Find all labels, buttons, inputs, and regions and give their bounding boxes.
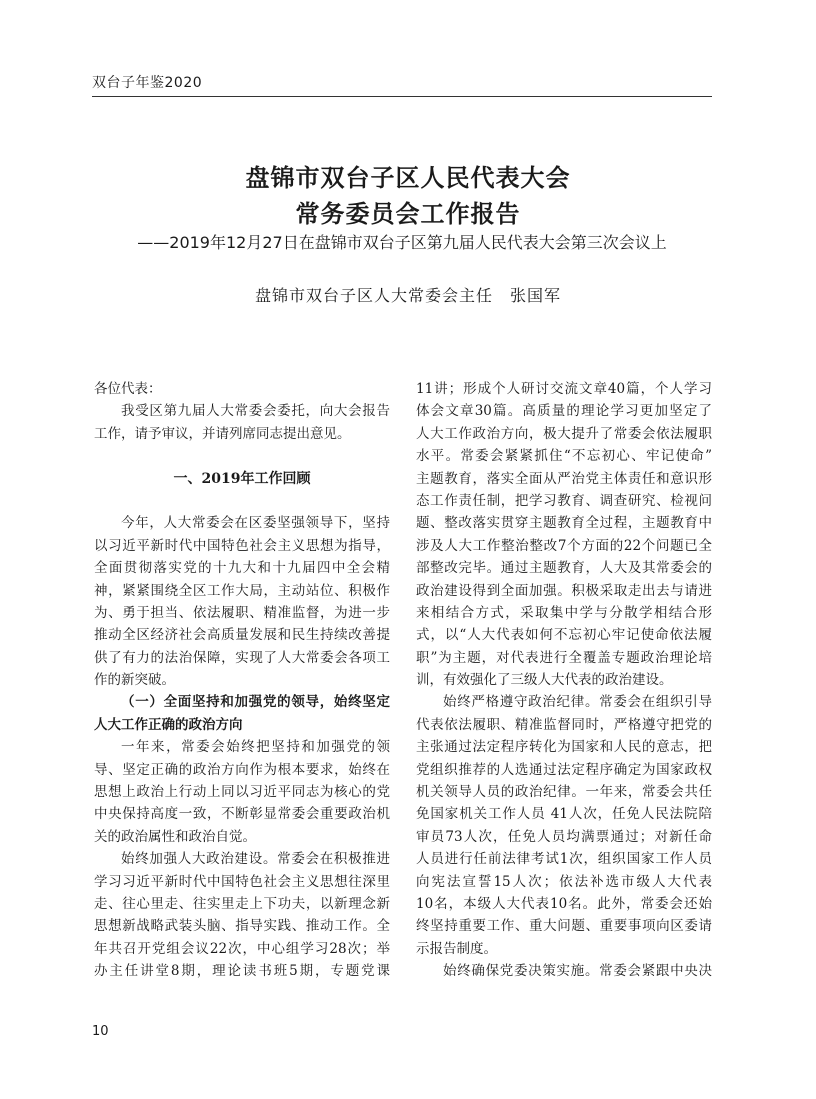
text-line: 11讲；形成个人研讨交流文章40篇，个人学习 [416, 381, 712, 397]
text-line: 水平。常委会紧紧抓住“不忘初心、牢记使命” [416, 448, 712, 465]
text-line: 机关领导人员的政治纪律。一年来，常委会共任 [416, 784, 712, 801]
text-line: 代表依法履职、精准监督同时，严格遵守把党的 [416, 716, 712, 733]
text-line: 始终加强人大政治建设。常委会在积极推进 [121, 851, 390, 868]
text-line: 思想上政治上行动上同以习近平同志为核心的党 [94, 784, 390, 801]
text-line: 办主任讲堂8期，理论读书班5期，专题党课 [94, 963, 390, 980]
text-line: 为、勇于担当、依法履职、精准监督，为进一步 [94, 604, 390, 621]
text-line: 主题教育，落实全面从严治党主体责任和意识形 [416, 470, 712, 487]
text-line: 免国家机关工作人员 41人次，任免人民法院陪 [416, 806, 712, 823]
report-title-line-2: 常务委员会工作报告 [295, 199, 521, 228]
page-number: 10 [92, 1024, 109, 1039]
text-line: 训，有效强化了三级人大代表的政治建设。 [416, 672, 673, 689]
text-line: 关的政治属性和政治自觉。 [94, 828, 256, 845]
text-line: 全面贯彻落实党的十九大和十九届四中全会精 [94, 560, 390, 577]
text-line: 来相结合方式，采取集中学与分散学相结合形 [416, 604, 712, 621]
text-line: 以习近平新时代中国特色社会主义思想为指导， [94, 537, 390, 554]
text-line: 职”为主题，对代表进行全覆盖专题政治理论培 [416, 649, 712, 666]
text-line: 始终严格遵守政治纪律。常委会在组织引导 [443, 694, 712, 711]
subheading-line: 人大工作正确的政治方向 [94, 716, 243, 733]
text-line: 导、坚定正确的政治方向作为根本要求，始终在 [94, 761, 390, 778]
text-line: 学习习近平新时代中国特色社会主义思想往深里 [94, 873, 390, 890]
text-line: 推动全区经济社会高质量发展和民生持续改善提 [94, 627, 390, 644]
text-line: 向宪法宣誓15人次；依法补选市级人大代表 [416, 873, 712, 890]
salutation: 各位代表： [94, 381, 162, 397]
text-line: 我受区第九届人大常委会委托，向大会报告 [121, 403, 390, 420]
text-line: 供了有力的法治保障，实现了人大常委会各项工 [94, 649, 390, 666]
text-line: 主张通过法定程序转化为国家和人民的意志，把 [416, 739, 712, 756]
text-line: 政治建设得到全面加强。积极采取走出去与请进 [416, 582, 712, 599]
left-column [94, 378, 390, 983]
report-title-line-1: 盘锦市双台子区人民代表大会 [245, 163, 571, 192]
text-line: 作的新突破。 [94, 672, 175, 689]
text-line: 审员73人次，任免人员均满票通过；对新任命 [416, 828, 712, 845]
report-author: 盘锦市双台子区人大常委会主任 张国军 [254, 286, 561, 305]
text-line: 终坚持重要工作、重大问题、重要事项向区委请 [416, 918, 712, 935]
text-line: 题、整改落实贯穿主题教育全过程，主题教育中 [416, 515, 712, 532]
text-line: 示报告制度。 [416, 940, 497, 957]
report-subtitle: ——2019年12月27日在盘锦市双台子区第九届人民代表大会第三次会议上 [137, 233, 667, 252]
text-line: 走、往心里走、往实里走上下功夫，以新理念新 [94, 895, 390, 912]
text-line: 党组织推荐的人选通过法定程序确定为国家政权 [416, 761, 712, 778]
text-line: 式，以“人大代表如何不忘初心牢记使命依法履 [416, 627, 712, 644]
text-line: 10名，本级人大代表10名。此外，常委会还始 [416, 895, 712, 912]
text-line: 部整改完毕。通过主题教育，人大及其常委会的 [416, 560, 712, 577]
text-line: 人员进行任前法律考试1次，组织国家工作人员 [416, 851, 712, 868]
text-line: 神，紧紧围绕全区工作大局，主动站位、积极作 [94, 582, 390, 599]
text-line: 一年来，常委会始终把坚持和加强党的领 [121, 739, 390, 756]
text-line: 涉及人大工作整治整改7个方面的22个问题已全 [416, 537, 712, 554]
text-line: 思想新战略武装头脑、指导实践、推动工作。全 [94, 918, 390, 935]
text-line: 中央保持高度一致，不断彰显常委会重要政治机 [94, 806, 390, 823]
text-line: 年共召开党组会议22次，中心组学习28次；举 [94, 940, 390, 957]
text-line: 态工作责任制，把学习教育、调查研究、检视问 [416, 492, 712, 509]
section-heading: 一、2019年工作回顾 [173, 470, 311, 487]
header-rule [92, 96, 712, 97]
text-line: 体会文章30篇。高质量的理论学习更加坚定了 [416, 403, 712, 420]
text-line: 人大工作政治方向，极大提升了常委会依法履职 [416, 425, 712, 442]
subheading-line: （一）全面坚持和加强党的领导，始终坚定 [121, 694, 390, 711]
text-line: 始终确保党委决策实施。常委会紧跟中央决 [443, 963, 712, 980]
right-column [416, 378, 712, 983]
running-header: 双台子年鉴2020 [92, 75, 203, 91]
text-line: 工作，请予审议，并请列席同志提出意见。 [94, 425, 351, 442]
text-line: 今年，人大常委会在区委坚强领导下，坚持 [121, 515, 390, 532]
